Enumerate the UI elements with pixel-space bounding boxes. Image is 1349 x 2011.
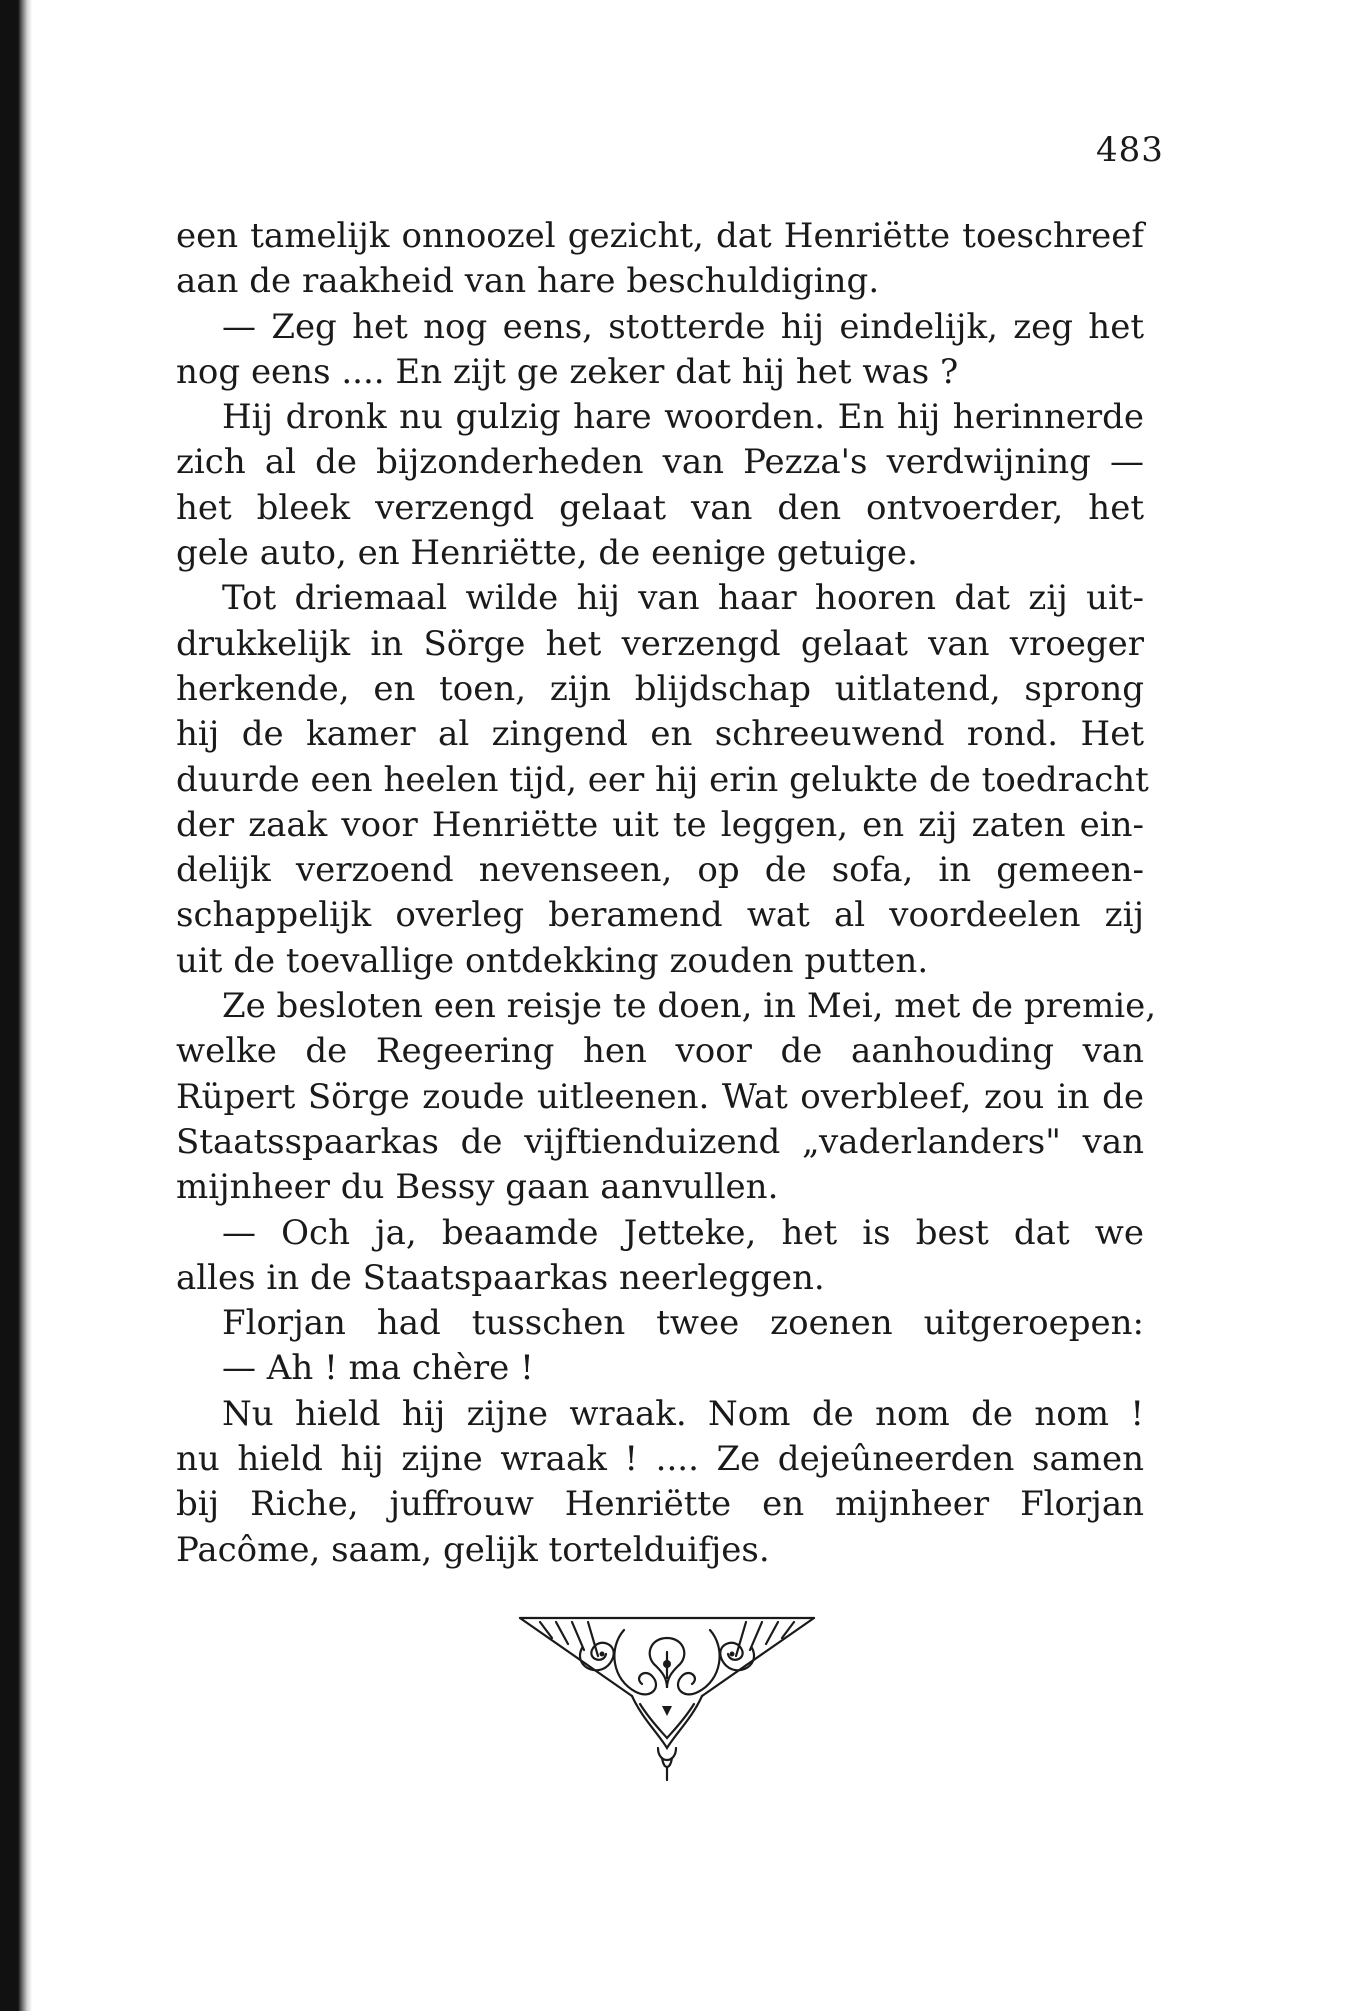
body-text <box>176 214 1157 1573</box>
text-line: — Och ja, beaamde Jetteke, het is best dat we <box>222 1212 1144 1253</box>
text-line: Ze besloten een reisje te doen, in Mei, met de premie, <box>222 986 1157 1027</box>
text-line: nu hield hij zijne wraak ! .... Ze dejeûneerden samen <box>176 1439 1144 1480</box>
tailpiece-ornament <box>512 1608 822 1788</box>
text-line: — Zeg het nog eens, stotterde hij eindelijk, zeg het <box>222 306 1144 347</box>
text-line: delijk verzoend nevenseen, op de sofa, in gemeen- <box>176 850 1144 891</box>
text-line: duurde een heelen tijd, eer hij erin gelukte de toedracht <box>176 759 1149 800</box>
text-line: Rüpert Sörge zoude uitleenen. Wat overbleef, zou in de <box>176 1076 1144 1117</box>
text-line: gele auto, en Henriëtte, de eenige getuige. <box>176 533 918 574</box>
text-line: drukkelijk in Sörge het verzengd gelaat van vroeger <box>176 623 1144 664</box>
page-number: 483 <box>1096 130 1164 170</box>
text-line: Pacôme, saam, gelijk tortelduifjes. <box>176 1529 770 1570</box>
text-line: hij de kamer al zingend en schreeuwend rond. Het <box>176 714 1144 755</box>
text-line: Florjan had tusschen twee zoenen uitgeroepen: <box>222 1303 1144 1344</box>
text-line: nog eens .... En zijt ge zeker dat hij het was ? <box>176 351 959 392</box>
text-line: Hij dronk nu gulzig hare woorden. En hij herinnerde <box>222 397 1144 438</box>
text-line: uit de toevallige ontdekking zouden putten. <box>176 940 929 981</box>
text-line: een tamelijk onnoozel gezicht, dat Henriëtte toeschreef <box>176 216 1144 256</box>
page-binding-edge <box>0 0 32 2011</box>
text-line: aan de raakheid van hare beschuldiging. <box>176 261 880 302</box>
text-line: Nu hield hij zijne wraak. Nom de nom de nom ! <box>222 1393 1144 1434</box>
text-line: Tot driemaal wilde hij van haar hooren dat zij uit- <box>222 578 1144 619</box>
text-line: — Ah ! ma chère ! <box>222 1348 534 1389</box>
text-line: welke de Regeering hen voor de aanhouding van <box>176 1031 1144 1072</box>
text-line: Staatsspaarkas de vijftienduizend „vaderlanders" van <box>176 1121 1144 1162</box>
text-line: het bleek verzengd gelaat van den ontvoerder, het <box>176 487 1144 528</box>
text-line: herkende, en toen, zijn blijdschap uitlatend, sprong <box>176 668 1144 709</box>
text-line: zich al de bijzonderheden van Pezza's verdwijning — <box>176 442 1144 483</box>
text-line: alles in de Staatspaarkas neerleggen. <box>176 1257 825 1298</box>
text-line: bij Riche, juffrouw Henriëtte en mijnheer Florjan <box>176 1484 1144 1525</box>
text-line: der zaak voor Henriëtte uit te leggen, en zij zaten ein- <box>176 804 1144 845</box>
text-line: schappelijk overleg beramend wat al voordeelen zij <box>176 895 1144 936</box>
text-line: mijnheer du Bessy gaan aanvullen. <box>176 1167 779 1208</box>
